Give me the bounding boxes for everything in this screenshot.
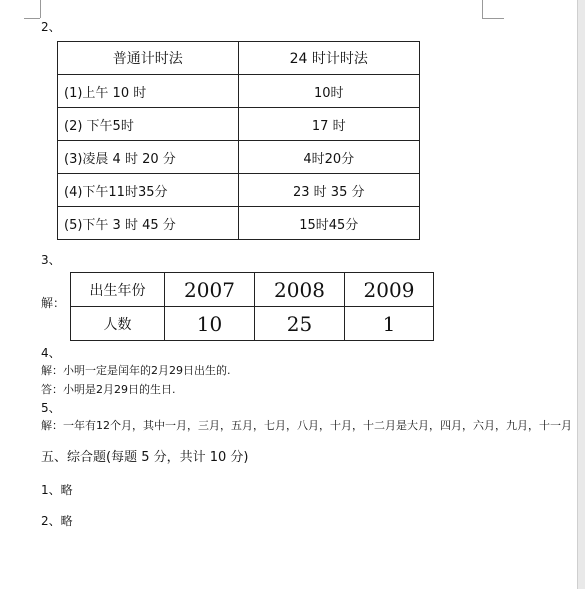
table-row	[58, 141, 420, 174]
table-row	[58, 174, 420, 207]
table-cell: (3)凌晨 4 时 20 分	[58, 141, 239, 174]
table-cell: (2) 下午5时	[58, 108, 239, 141]
answer-text: 答：小明是2月29日的生日.	[41, 383, 176, 396]
table-row	[58, 75, 420, 108]
header-cell: 24 时计时法	[238, 42, 420, 75]
section-title: 五、综合题(每题 5 分，共计 10 分)	[41, 450, 249, 465]
table-header-row	[58, 42, 420, 75]
table-cell: (4)下午11时35分	[58, 174, 239, 207]
count-cell: 25	[255, 307, 345, 341]
table-cell: 23 时 35 分	[238, 174, 420, 207]
table-cell: 17 时	[238, 108, 420, 141]
header-cell: 普通计时法	[58, 42, 239, 75]
table-cell: 10时	[238, 75, 420, 108]
table-row	[58, 207, 420, 240]
solution-text: 解：一年有12个月，其中一月，三月，五月，七月，八月，十月，十二月是大月，四月，六月，九月，十一月	[41, 419, 572, 432]
year-cell: 2007	[165, 273, 255, 307]
row-label: 出生年份	[71, 273, 165, 307]
question-number: 2、	[41, 20, 61, 34]
table-cell: (5)下午 3 时 45 分	[58, 207, 239, 240]
table-row	[58, 108, 420, 141]
solution-prefix: 解：	[41, 296, 66, 310]
table-cell: 4时20分	[238, 141, 420, 174]
table-cell: 15时45分	[238, 207, 420, 240]
page-corner-mark	[40, 0, 41, 18]
year-cell: 2008	[255, 273, 345, 307]
table-row	[71, 273, 434, 307]
count-cell: 10	[165, 307, 255, 341]
page-corner-mark	[24, 18, 40, 19]
count-cell: 1	[345, 307, 434, 341]
time-conversion-table	[57, 41, 420, 240]
list-item: 1、略	[41, 483, 73, 497]
solution-text: 解：小明一定是闰年的2月29日出生的.	[41, 364, 231, 377]
table-cell: (1)上午 10 时	[58, 75, 239, 108]
vertical-scrollbar[interactable]	[577, 0, 585, 589]
year-cell: 2009	[345, 273, 434, 307]
table-row	[71, 307, 434, 341]
question-number: 5、	[41, 401, 61, 415]
birth-year-table	[70, 272, 434, 341]
question-number: 3、	[41, 253, 61, 267]
question-number: 4、	[41, 346, 61, 360]
list-item: 2、略	[41, 514, 73, 528]
page-corner-mark	[482, 18, 504, 19]
row-label: 人数	[71, 307, 165, 341]
page-corner-mark	[482, 0, 483, 18]
